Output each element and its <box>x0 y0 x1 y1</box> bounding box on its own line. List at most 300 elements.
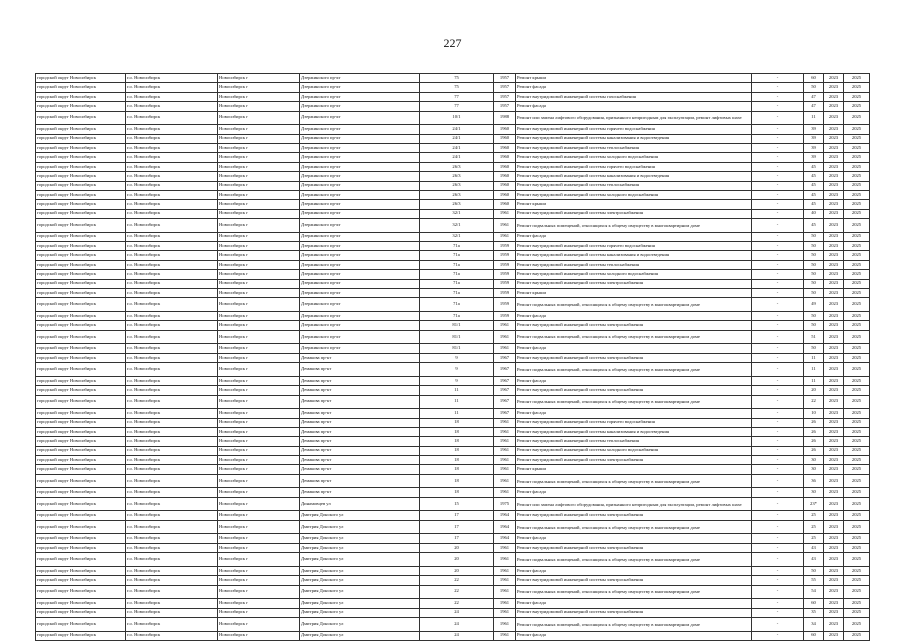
work-type-cell: Ремонт внутридомовой инженерной системы холодного водоснабжения <box>516 446 752 455</box>
municipality-cell: г.о. Новосибирск <box>126 260 218 269</box>
build-year-cell: 1961 <box>494 209 516 218</box>
build-year-cell: 1967 <box>494 353 516 362</box>
start-year-cell: 2023 <box>824 488 844 497</box>
value-cell: 47 <box>804 92 824 101</box>
table-row <box>36 520 870 534</box>
work-type-cell: Ремонт внутридомовой инженерной системы электроснабжения <box>516 511 752 520</box>
street-cell: Дзержинского пр-кт <box>300 181 420 190</box>
dash-cell: - <box>752 427 804 436</box>
end-year-cell: 2025 <box>844 631 870 640</box>
street-cell: Дзержинского пр-кт <box>300 219 420 233</box>
value-cell: 43 <box>804 553 824 567</box>
table-row <box>36 270 870 279</box>
municipality-cell: г.о. Новосибирск <box>126 520 218 534</box>
street-cell: Демакова пр-кт <box>300 474 420 488</box>
district-cell: городской округ Новосибирск <box>36 543 126 552</box>
end-year-cell: 2025 <box>844 74 870 83</box>
municipality-cell: г.о. Новосибирск <box>126 631 218 640</box>
city-cell: Новосибирск г <box>218 456 300 465</box>
house-number-cell: 24/1 <box>420 153 494 162</box>
district-cell: городской округ Новосибирск <box>36 92 126 101</box>
dash-cell: - <box>752 488 804 497</box>
build-year-cell: 1961 <box>494 456 516 465</box>
dash-cell: - <box>752 251 804 260</box>
district-cell: городской округ Новосибирск <box>36 83 126 92</box>
city-cell: Новосибирск г <box>218 474 300 488</box>
dash-cell: - <box>752 497 804 511</box>
dash-cell: - <box>752 181 804 190</box>
house-number-cell: 71а <box>420 298 494 312</box>
table-row <box>36 511 870 520</box>
municipality-cell: г.о. Новосибирск <box>126 190 218 199</box>
house-number-cell: 18 <box>420 465 494 474</box>
house-number-cell: 81/1 <box>420 344 494 353</box>
district-cell: городской округ Новосибирск <box>36 134 126 143</box>
work-type-cell: Ремонт подвальных помещений, относящихся к общему имуществу в многоквартирном доме <box>516 520 752 534</box>
end-year-cell: 2025 <box>844 344 870 353</box>
dash-cell: - <box>752 344 804 353</box>
street-cell: Дзержинского пр-кт <box>300 92 420 101</box>
dash-cell: - <box>752 190 804 199</box>
table-row <box>36 376 870 385</box>
start-year-cell: 2023 <box>824 111 844 125</box>
district-cell: городской округ Новосибирск <box>36 279 126 288</box>
municipality-cell: г.о. Новосибирск <box>126 446 218 455</box>
street-cell: Дмитрия Донского ул <box>300 566 420 575</box>
street-cell: Дзержинского пр-кт <box>300 162 420 171</box>
start-year-cell: 2023 <box>824 418 844 427</box>
house-number-cell: 81/1 <box>420 321 494 330</box>
dash-cell: - <box>752 576 804 585</box>
street-cell: Дмитрия Донского ул <box>300 534 420 543</box>
end-year-cell: 2025 <box>844 488 870 497</box>
dash-cell: - <box>752 511 804 520</box>
municipality-cell: г.о. Новосибирск <box>126 125 218 134</box>
street-cell: Демакова пр-кт <box>300 418 420 427</box>
street-cell: Демакова пр-кт <box>300 353 420 362</box>
district-cell: городской округ Новосибирск <box>36 172 126 181</box>
start-year-cell: 2023 <box>824 242 844 251</box>
house-number-cell: 26/3 <box>420 172 494 181</box>
build-year-cell: 1960 <box>494 181 516 190</box>
house-number-cell: 18 <box>420 446 494 455</box>
start-year-cell: 2023 <box>824 74 844 83</box>
house-number-cell: 17 <box>420 534 494 543</box>
table-row <box>36 321 870 330</box>
municipality-cell: г.о. Новосибирск <box>126 219 218 233</box>
house-number-cell: 71а <box>420 279 494 288</box>
street-cell: Дмитрия Донского ул <box>300 576 420 585</box>
house-number-cell: 9 <box>420 376 494 385</box>
table-row <box>36 311 870 320</box>
end-year-cell: 2025 <box>844 172 870 181</box>
start-year-cell: 2023 <box>824 289 844 298</box>
value-cell: 11 <box>804 353 824 362</box>
house-number-cell: 11 <box>420 386 494 395</box>
street-cell: Дзержинского пр-кт <box>300 344 420 353</box>
value-cell: 43 <box>804 543 824 552</box>
build-year-cell: 1957 <box>494 102 516 111</box>
street-cell: Дмитрия Донского ул <box>300 553 420 567</box>
build-year-cell: 1961 <box>494 599 516 608</box>
work-type-cell: Ремонт внутридомовой инженерной системы горячего водоснабжения <box>516 125 752 134</box>
value-cell: 45 <box>804 190 824 199</box>
municipality-cell: г.о. Новосибирск <box>126 209 218 218</box>
build-year-cell: 1959 <box>494 260 516 269</box>
city-cell: Новосибирск г <box>218 111 300 125</box>
district-cell: городской округ Новосибирск <box>36 353 126 362</box>
end-year-cell: 2025 <box>844 200 870 209</box>
build-year-cell: 1960 <box>494 134 516 143</box>
build-year-cell: 1960 <box>494 200 516 209</box>
work-type-cell: Ремонт фасада <box>516 344 752 353</box>
start-year-cell: 2023 <box>824 543 844 552</box>
city-cell: Новосибирск г <box>218 511 300 520</box>
municipality-cell: г.о. Новосибирск <box>126 511 218 520</box>
house-number-cell: 26/3 <box>420 162 494 171</box>
dash-cell: - <box>752 585 804 599</box>
municipality-cell: г.о. Новосибирск <box>126 330 218 344</box>
street-cell: Дзержинского пр-кт <box>300 330 420 344</box>
work-type-cell: Ремонт крыши <box>516 200 752 209</box>
table-row <box>36 344 870 353</box>
work-type-cell: Ремонт фасада <box>516 488 752 497</box>
work-type-cell: Ремонт внутридомовой инженерной системы теплоснабжения <box>516 143 752 152</box>
start-year-cell: 2023 <box>824 617 844 631</box>
build-year-cell: 1961 <box>494 427 516 436</box>
municipality-cell: г.о. Новосибирск <box>126 474 218 488</box>
build-year-cell: 1959 <box>494 270 516 279</box>
district-cell: городской округ Новосибирск <box>36 599 126 608</box>
district-cell: городской округ Новосибирск <box>36 363 126 377</box>
value-cell: 60 <box>804 631 824 640</box>
value-cell: 50 <box>804 232 824 241</box>
table-row <box>36 83 870 92</box>
work-type-cell: Ремонт внутридомовой инженерной системы холодного водоснабжения <box>516 270 752 279</box>
build-year-cell: 1967 <box>494 409 516 418</box>
table-row <box>36 242 870 251</box>
municipality-cell: г.о. Новосибирск <box>126 465 218 474</box>
build-year-cell: 1961 <box>494 437 516 446</box>
end-year-cell: 2025 <box>844 376 870 385</box>
street-cell: Демакова пр-кт <box>300 427 420 436</box>
city-cell: Новосибирск г <box>218 289 300 298</box>
end-year-cell: 2025 <box>844 232 870 241</box>
table-row <box>36 427 870 436</box>
value-cell: 45 <box>804 162 824 171</box>
city-cell: Новосибирск г <box>218 395 300 409</box>
municipality-cell: г.о. Новосибирск <box>126 553 218 567</box>
value-cell: 50 <box>804 83 824 92</box>
city-cell: Новосибирск г <box>218 363 300 377</box>
district-cell: городской округ Новосибирск <box>36 465 126 474</box>
work-type-cell: Ремонт внутридомовой инженерной системы канализования и водоотведения <box>516 427 752 436</box>
municipality-cell: г.о. Новосибирск <box>126 251 218 260</box>
work-type-cell: Ремонт подвальных помещений, относящихся к общему имуществу в многоквартирном доме <box>516 395 752 409</box>
build-year-cell: 1961 <box>494 566 516 575</box>
dash-cell: - <box>752 134 804 143</box>
city-cell: Новосибирск г <box>218 153 300 162</box>
start-year-cell: 2023 <box>824 153 844 162</box>
dash-cell: - <box>752 520 804 534</box>
city-cell: Новосибирск г <box>218 74 300 83</box>
dash-cell: - <box>752 83 804 92</box>
city-cell: Новосибирск г <box>218 465 300 474</box>
start-year-cell: 2023 <box>824 456 844 465</box>
end-year-cell: 2025 <box>844 576 870 585</box>
house-number-cell: 75 <box>420 83 494 92</box>
house-number-cell: 9 <box>420 353 494 362</box>
work-type-cell: Ремонт фасада <box>516 102 752 111</box>
work-type-cell: Ремонт фасада <box>516 566 752 575</box>
build-year-cell: 1960 <box>494 190 516 199</box>
table-row <box>36 576 870 585</box>
city-cell: Новосибирск г <box>218 386 300 395</box>
dash-cell: - <box>752 232 804 241</box>
district-cell: городской округ Новосибирск <box>36 74 126 83</box>
build-year-cell: 1961 <box>494 344 516 353</box>
start-year-cell: 2023 <box>824 386 844 395</box>
work-type-cell: Ремонт внутридомовой инженерной системы горячего водоснабжения <box>516 242 752 251</box>
city-cell: Новосибирск г <box>218 566 300 575</box>
end-year-cell: 2025 <box>844 219 870 233</box>
table-row <box>36 631 870 640</box>
house-number-cell: 71а <box>420 242 494 251</box>
work-type-cell: Ремонт подвальных помещений, относящихся к общему имуществу в многоквартирном доме <box>516 330 752 344</box>
district-cell: городской округ Новосибирск <box>36 631 126 640</box>
municipality-cell: г.о. Новосибирск <box>126 111 218 125</box>
start-year-cell: 2023 <box>824 520 844 534</box>
end-year-cell: 2025 <box>844 497 870 511</box>
municipality-cell: г.о. Новосибирск <box>126 83 218 92</box>
end-year-cell: 2025 <box>844 456 870 465</box>
work-type-cell: Ремонт фасада <box>516 83 752 92</box>
start-year-cell: 2023 <box>824 599 844 608</box>
end-year-cell: 2025 <box>844 242 870 251</box>
house-number-cell: 17 <box>420 511 494 520</box>
district-cell: городской округ Новосибирск <box>36 321 126 330</box>
municipality-cell: г.о. Новосибирск <box>126 134 218 143</box>
value-cell: 45 <box>804 219 824 233</box>
work-type-cell: Ремонт или замена лифтового оборудования, признанного непригодным для эксплуатации, ремонт лифтовых шахт <box>516 111 752 125</box>
house-number-cell: 18 <box>420 488 494 497</box>
house-number-cell: 32/1 <box>420 209 494 218</box>
work-type-cell: Ремонт подвальных помещений, относящихся к общему имуществу в многоквартирном доме <box>516 363 752 377</box>
value-cell: 50 <box>804 289 824 298</box>
street-cell: Дзержинского пр-кт <box>300 232 420 241</box>
dash-cell: - <box>752 599 804 608</box>
district-cell: городской округ Новосибирск <box>36 219 126 233</box>
dash-cell: - <box>752 74 804 83</box>
table-row <box>36 162 870 171</box>
street-cell: Дзержинского пр-кт <box>300 172 420 181</box>
table-row <box>36 153 870 162</box>
start-year-cell: 2023 <box>824 376 844 385</box>
build-year-cell: 1964 <box>494 511 516 520</box>
value-cell: 50 <box>804 566 824 575</box>
table-row <box>36 543 870 552</box>
work-type-cell: Ремонт внутридомовой инженерной системы электроснабжения <box>516 543 752 552</box>
street-cell: Дзержинского пр-кт <box>300 251 420 260</box>
end-year-cell: 2025 <box>844 446 870 455</box>
table-row <box>36 74 870 83</box>
house-number-cell: 11 <box>420 409 494 418</box>
end-year-cell: 2025 <box>844 566 870 575</box>
value-cell: 39 <box>804 143 824 152</box>
build-year-cell: 1959 <box>494 298 516 312</box>
end-year-cell: 2025 <box>844 298 870 312</box>
build-year-cell: 1961 <box>494 585 516 599</box>
end-year-cell: 2025 <box>844 511 870 520</box>
start-year-cell: 2023 <box>824 409 844 418</box>
build-year-cell: 1961 <box>494 219 516 233</box>
value-cell: 45 <box>804 200 824 209</box>
district-cell: городской округ Новосибирск <box>36 260 126 269</box>
street-cell: Демакова пр-кт <box>300 409 420 418</box>
municipality-cell: г.о. Новосибирск <box>126 437 218 446</box>
table-row <box>36 102 870 111</box>
table-row <box>36 279 870 288</box>
city-cell: Новосибирск г <box>218 102 300 111</box>
value-cell: 60 <box>804 599 824 608</box>
value-cell: 34 <box>804 617 824 631</box>
table-row <box>36 260 870 269</box>
work-type-cell: Ремонт внутридомовой инженерной системы канализования и водоотведения <box>516 251 752 260</box>
district-cell: городской округ Новосибирск <box>36 409 126 418</box>
street-cell: Демакова пр-кт <box>300 488 420 497</box>
end-year-cell: 2025 <box>844 617 870 631</box>
build-year-cell: 1961 <box>494 446 516 455</box>
build-year-cell: 1957 <box>494 74 516 83</box>
dash-cell: - <box>752 102 804 111</box>
city-cell: Новосибирск г <box>218 599 300 608</box>
start-year-cell: 2023 <box>824 209 844 218</box>
start-year-cell: 2023 <box>824 427 844 436</box>
end-year-cell: 2025 <box>844 251 870 260</box>
dash-cell: - <box>752 386 804 395</box>
end-year-cell: 2025 <box>844 534 870 543</box>
dash-cell: - <box>752 330 804 344</box>
end-year-cell: 2025 <box>844 102 870 111</box>
work-type-cell: Ремонт подвальных помещений, относящихся к общему имуществу в многоквартирном доме <box>516 298 752 312</box>
build-year-cell: 1961 <box>494 330 516 344</box>
municipality-cell: г.о. Новосибирск <box>126 543 218 552</box>
table-body <box>36 74 870 641</box>
build-year-cell: 1967 <box>494 376 516 385</box>
build-year-cell: 1960 <box>494 153 516 162</box>
city-cell: Новосибирск г <box>218 497 300 511</box>
dash-cell: - <box>752 617 804 631</box>
district-cell: городской округ Новосибирск <box>36 209 126 218</box>
end-year-cell: 2025 <box>844 437 870 446</box>
value-cell: 60 <box>804 74 824 83</box>
value-cell: 30 <box>804 488 824 497</box>
start-year-cell: 2023 <box>824 363 844 377</box>
start-year-cell: 2023 <box>824 134 844 143</box>
city-cell: Новосибирск г <box>218 200 300 209</box>
build-year-cell: 1960 <box>494 125 516 134</box>
city-cell: Новосибирск г <box>218 376 300 385</box>
end-year-cell: 2025 <box>844 289 870 298</box>
table-row <box>36 330 870 344</box>
municipality-cell: г.о. Новосибирск <box>126 427 218 436</box>
table-row <box>36 534 870 543</box>
district-cell: городской округ Новосибирск <box>36 386 126 395</box>
start-year-cell: 2023 <box>824 553 844 567</box>
district-cell: городской округ Новосибирск <box>36 125 126 134</box>
district-cell: городской округ Новосибирск <box>36 553 126 567</box>
start-year-cell: 2023 <box>824 437 844 446</box>
dash-cell: - <box>752 270 804 279</box>
start-year-cell: 2023 <box>824 102 844 111</box>
street-cell: Дмитрия Донского ул <box>300 608 420 617</box>
build-year-cell: 1961 <box>494 418 516 427</box>
build-year-cell: 1988 <box>494 111 516 125</box>
dash-cell: - <box>752 418 804 427</box>
table-row <box>36 363 870 377</box>
table-row <box>36 289 870 298</box>
work-type-cell: Ремонт внутридомовой инженерной системы канализования и водоотведения <box>516 134 752 143</box>
municipality-cell: г.о. Новосибирск <box>126 181 218 190</box>
house-number-cell: 71а <box>420 311 494 320</box>
end-year-cell: 2025 <box>844 321 870 330</box>
city-cell: Новосибирск г <box>218 242 300 251</box>
house-number-cell: 18 <box>420 418 494 427</box>
end-year-cell: 2025 <box>844 92 870 101</box>
work-type-cell: Ремонт внутридомовой инженерной системы электроснабжения <box>516 386 752 395</box>
table-row <box>36 298 870 312</box>
work-type-cell: Ремонт внутридомовой инженерной системы горячего водоснабжения <box>516 418 752 427</box>
table-row <box>36 599 870 608</box>
street-cell: Дзержинского пр-кт <box>300 289 420 298</box>
dash-cell: - <box>752 172 804 181</box>
work-type-cell: Ремонт внутридомовой инженерной системы электроснабжения <box>516 209 752 218</box>
house-number-cell: 11 <box>420 395 494 409</box>
table-row <box>36 232 870 241</box>
city-cell: Новосибирск г <box>218 209 300 218</box>
work-type-cell: Ремонт крыши <box>516 465 752 474</box>
house-number-cell: 71а <box>420 289 494 298</box>
municipality-cell: г.о. Новосибирск <box>126 395 218 409</box>
street-cell: Дзержинского пр-кт <box>300 242 420 251</box>
end-year-cell: 2025 <box>844 330 870 344</box>
district-cell: городской округ Новосибирск <box>36 566 126 575</box>
district-cell: городской округ Новосибирск <box>36 111 126 125</box>
build-year-cell: 1961 <box>494 321 516 330</box>
table-row <box>36 418 870 427</box>
build-year-cell: 1961 <box>494 553 516 567</box>
end-year-cell: 2025 <box>844 181 870 190</box>
table-row <box>36 608 870 617</box>
value-cell: 50 <box>804 270 824 279</box>
work-type-cell: Ремонт внутридомовой инженерной системы холодного водоснабжения <box>516 153 752 162</box>
work-type-cell: Ремонт внутридомовой инженерной системы электроснабжения <box>516 353 752 362</box>
start-year-cell: 2023 <box>824 631 844 640</box>
house-number-cell: 77 <box>420 92 494 101</box>
street-cell: Дзержинского пр-кт <box>300 311 420 320</box>
street-cell: Демакова пр-кт <box>300 363 420 377</box>
table-row <box>36 209 870 218</box>
house-number-cell: 17 <box>420 520 494 534</box>
dash-cell: - <box>752 111 804 125</box>
table-row <box>36 456 870 465</box>
start-year-cell: 2023 <box>824 534 844 543</box>
page-number: 227 <box>443 36 462 50</box>
house-number-cell: 22 <box>420 599 494 608</box>
municipality-cell: г.о. Новосибирск <box>126 608 218 617</box>
build-year-cell: 1960 <box>494 143 516 152</box>
street-cell: Демакова пр-кт <box>300 376 420 385</box>
